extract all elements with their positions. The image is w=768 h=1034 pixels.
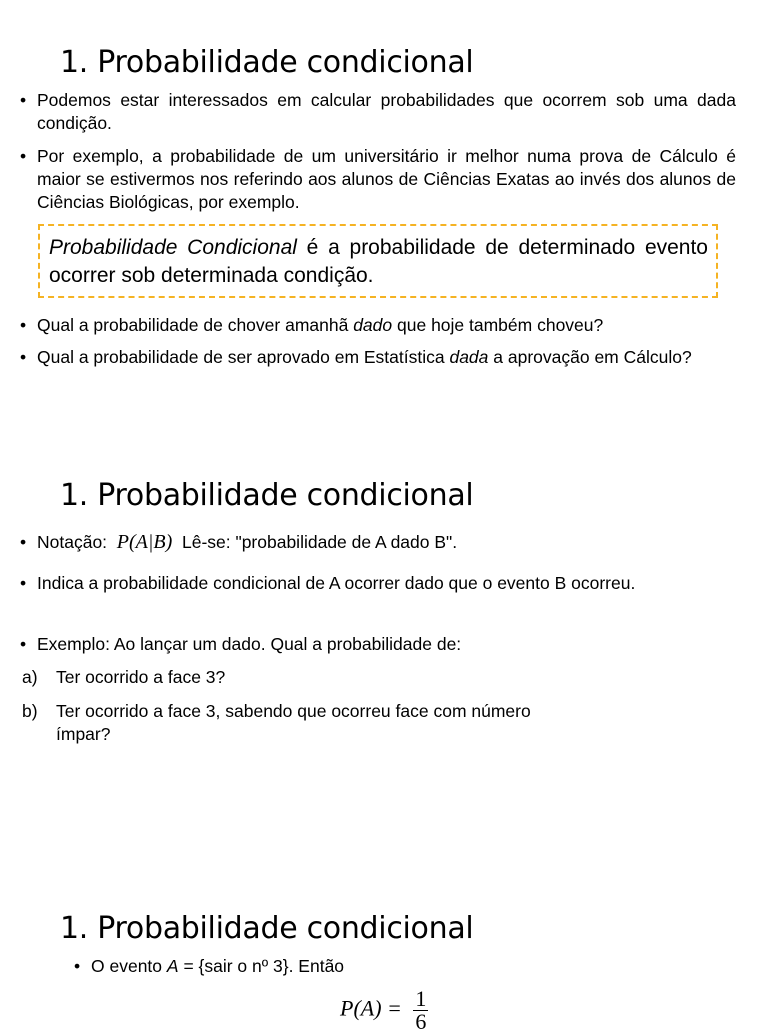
fraction-denominator: 6 [415,1009,427,1034]
notation-label: Notação: [37,532,108,552]
slide-2-bullet-2: • Indica a probabilidade condicional de A ocorrer dado que o evento B ocorreu. [20,572,736,595]
bullet-4-text-a: Qual a probabilidade de ser aprovado em Estatística [37,347,450,367]
slide-2-title: 1. Probabilidade condicional [60,478,474,513]
slide-1-bullet-4 [20,346,736,369]
list-marker-a: a) [22,667,38,687]
list-text-b-line-1: Ter ocorrido a face 3, sabendo que ocorreu face com número [56,701,531,721]
bullet-4-emphasis: dada [449,347,489,367]
fraction-numerator: 1 [415,986,427,1011]
definition-term: Probabilidade Condicional [49,236,297,259]
definition-text: é a probabilidade de determinado evento ocorrer sob determinada condição. [49,236,708,287]
formula-lhs: P(A) = [340,995,402,1021]
list-text-b-line-2: ímpar? [56,724,111,744]
bullet-variable: A [166,956,179,976]
bullet-text-a: O evento [91,956,167,976]
slide-2-bullet-3: • Exemplo: Ao lançar um dado. Qual a probabilidade de: [20,633,736,656]
formula-fraction [413,988,428,1033]
notation-reading: Lê-se: "probabilidade de A dado B". [181,532,458,552]
notation-formula: P(A|B) [116,531,173,553]
bullet-3-text-a: Qual a probabilidade de chover amanhã [37,315,354,335]
bullet-3-text-b: que hoje também choveu? [392,315,604,335]
probability-formula [340,988,428,1033]
bullet-3-emphasis: dado [353,315,393,335]
slide-2-bullet-notation [20,531,736,554]
slide-1-bullet-2: • Por exemplo, a probabilidade de um universitário ir melhor numa prova de Cálculo é maior se estivermos nos referindo aos alunos de Ciências Exatas ao invés dos alunos de Ciências Biológicas, por exemplo. [20,145,736,214]
slide-1-bullet-3 [20,314,736,337]
bullet-4-text-b: a aprovação em Cálculo? [488,347,692,367]
slide-1-bullet-1: • Podemos estar interessados em calcular probabilidades que ocorrem sob uma dada condição. [20,89,736,135]
list-text-a: Ter ocorrido a face 3? [56,667,226,687]
slide-3-title: 1. Probabilidade condicional [60,911,474,946]
bullet-text-b: = {sair o nº 3}. Então [178,956,345,976]
definition-box [38,224,718,298]
slide-1-title: 1. Probabilidade condicional [60,45,474,80]
slide-3-bullet-1 [74,955,344,978]
list-marker-b: b) [22,701,38,721]
